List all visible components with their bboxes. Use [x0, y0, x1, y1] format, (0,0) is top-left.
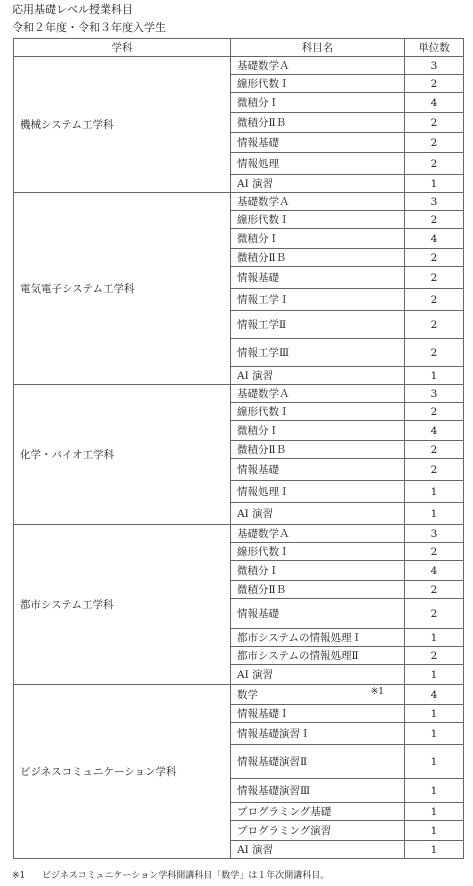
subject-cell: AI 演習: [231, 367, 405, 385]
subject-cell: 情報工学Ｉ: [231, 289, 405, 311]
units-cell: 3: [405, 57, 464, 75]
subject-cell: AI 演習: [231, 665, 405, 685]
subject-cell: 微積分Ｉ: [231, 561, 405, 581]
units-cell: 2: [405, 267, 464, 289]
table-header-row: [14, 39, 464, 57]
subject-cell: 情報基礎演習Ⅱ: [231, 745, 405, 779]
subject-cell: 都市システムの情報処理Ｉ: [231, 629, 405, 647]
units-cell: 4: [405, 93, 464, 113]
header-units: 単位数: [405, 39, 464, 57]
subject-cell: 情報基礎演習Ⅲ: [231, 779, 405, 803]
subject-cell: 微積分Ｉ: [231, 93, 405, 113]
units-cell: 1: [405, 665, 464, 685]
table-row: [14, 525, 464, 543]
page-subtitle: 令和２年度・令和３年度入学生: [12, 21, 166, 34]
units-cell: 2: [405, 543, 464, 561]
units-cell: 1: [405, 745, 464, 779]
subject-cell: 情報基礎: [231, 133, 405, 153]
department-name: 都市システム工学科: [14, 525, 231, 685]
units-cell: 2: [405, 113, 464, 133]
subject-cell: 基礎数学Ａ: [231, 525, 405, 543]
subject-cell: 情報工学Ⅱ: [231, 311, 405, 339]
subject-cell: 微積分ⅡＢ: [231, 249, 405, 267]
course-table: [13, 38, 464, 859]
table-body: [14, 57, 464, 859]
units-cell: 2: [405, 459, 464, 481]
department-name: 化学・バイオ工学科: [14, 385, 231, 525]
units-cell: 1: [405, 821, 464, 841]
units-cell: 1: [405, 175, 464, 193]
subject-cell: 線形代数Ｉ: [231, 543, 405, 561]
units-cell: 4: [405, 685, 464, 705]
department-name: 機械システム工学科: [14, 57, 231, 193]
subject-cell: 情報処理: [231, 153, 405, 175]
department-name: ビジネスコミュニケーション学科: [14, 685, 231, 859]
subject-cell: 基礎数学Ａ: [231, 57, 405, 75]
units-cell: 2: [405, 581, 464, 599]
header-subject: 科目名: [231, 39, 405, 57]
subject-cell: 微積分Ｉ: [231, 421, 405, 441]
units-cell: 2: [405, 133, 464, 153]
subject-cell: 基礎数学Ａ: [231, 385, 405, 403]
note-mark: ※1: [370, 687, 384, 697]
subject-cell: 情報工学Ⅲ: [231, 339, 405, 367]
subject-cell: AI 演習: [231, 175, 405, 193]
units-cell: 2: [405, 599, 464, 629]
units-cell: 3: [405, 385, 464, 403]
units-cell: 3: [405, 193, 464, 211]
table-row: [14, 57, 464, 75]
table-row: [14, 193, 464, 211]
table-row: [14, 385, 464, 403]
units-cell: 3: [405, 525, 464, 543]
units-cell: 2: [405, 339, 464, 367]
subject-cell: 情報基礎: [231, 267, 405, 289]
subject-cell: 情報基礎: [231, 599, 405, 629]
units-cell: 4: [405, 421, 464, 441]
units-cell: 4: [405, 229, 464, 249]
header-department: 学科: [14, 39, 231, 57]
footnote-text: ビジネスコミュニケーション学科開講科目「数学」は１年次開講科目。: [42, 871, 330, 881]
subject-cell: 情報基礎: [231, 459, 405, 481]
units-cell: 2: [405, 289, 464, 311]
subject-cell: 情報基礎演習Ｉ: [231, 723, 405, 745]
subject-cell: 線形代数Ｉ: [231, 211, 405, 229]
subject-cell: AI 演習: [231, 841, 405, 859]
page-title: 応用基礎レベル授業科目: [12, 3, 133, 16]
table-row: [14, 685, 464, 705]
subject-cell: プログラミング基礎: [231, 803, 405, 821]
units-cell: 2: [405, 153, 464, 175]
units-cell: 1: [405, 481, 464, 503]
units-cell: 2: [405, 403, 464, 421]
subject-cell: 都市システムの情報処理Ⅱ: [231, 647, 405, 665]
subject-cell: 微積分Ｉ: [231, 229, 405, 249]
subject-name: 数学: [237, 689, 258, 701]
units-cell: 1: [405, 503, 464, 525]
units-cell: 1: [405, 779, 464, 803]
units-cell: 2: [405, 249, 464, 267]
units-cell: 4: [405, 561, 464, 581]
footnote: [12, 868, 329, 881]
subject-cell: 微積分ⅡＢ: [231, 581, 405, 599]
subject-cell: 線形代数Ｉ: [231, 403, 405, 421]
units-cell: 2: [405, 311, 464, 339]
units-cell: 1: [405, 803, 464, 821]
units-cell: 1: [405, 367, 464, 385]
subject-cell: 微積分ⅡＢ: [231, 441, 405, 459]
subject-cell: 情報基礎Ｉ: [231, 705, 405, 723]
units-cell: 1: [405, 705, 464, 723]
units-cell: 2: [405, 75, 464, 93]
units-cell: 1: [405, 629, 464, 647]
units-cell: 2: [405, 647, 464, 665]
subject-cell: 基礎数学Ａ: [231, 193, 405, 211]
subject-cell: [231, 685, 405, 705]
subject-cell: AI 演習: [231, 503, 405, 525]
units-cell: 1: [405, 841, 464, 859]
subject-cell: 情報処理Ｉ: [231, 481, 405, 503]
units-cell: 2: [405, 211, 464, 229]
footnote-mark: ※1: [12, 871, 26, 881]
subject-cell: プログラミング演習: [231, 821, 405, 841]
subject-cell: 微積分ⅡＢ: [231, 113, 405, 133]
units-cell: 1: [405, 723, 464, 745]
units-cell: 2: [405, 441, 464, 459]
subject-cell: 線形代数Ｉ: [231, 75, 405, 93]
department-name: 電気電子システム工学科: [14, 193, 231, 385]
